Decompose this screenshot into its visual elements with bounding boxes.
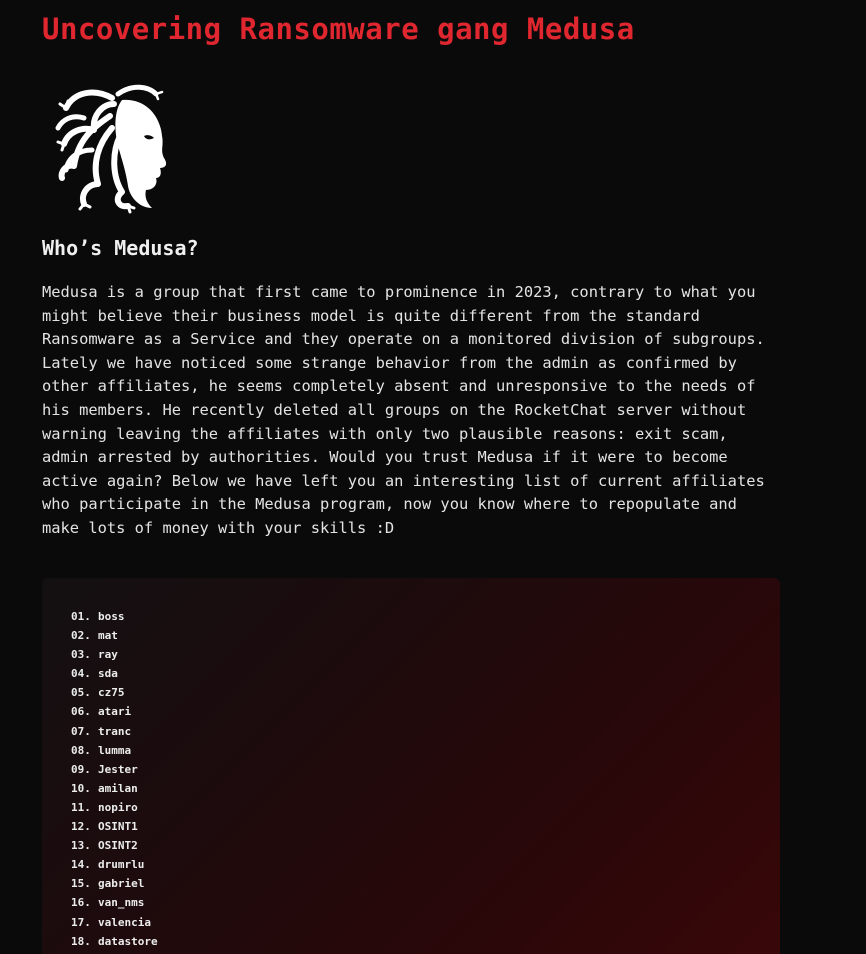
affiliate-name: drumrlu bbox=[98, 858, 145, 872]
affiliate-number: 14. bbox=[71, 858, 91, 872]
affiliate-item bbox=[71, 683, 158, 702]
affiliate-item bbox=[71, 607, 158, 626]
affiliate-number: 16. bbox=[71, 896, 91, 910]
affiliate-name: tranc bbox=[98, 724, 132, 738]
affiliate-number: 03. bbox=[71, 648, 91, 662]
medusa-head-icon bbox=[52, 80, 174, 216]
affiliate-name: lumma bbox=[98, 743, 132, 757]
affiliate-name: OSINT2 bbox=[98, 839, 138, 853]
affiliate-number: 06. bbox=[71, 705, 91, 719]
affiliate-number: 01. bbox=[71, 610, 91, 623]
affiliate-number: 08. bbox=[71, 743, 91, 757]
affiliate-item bbox=[71, 722, 158, 741]
affiliate-name: OSINT1 bbox=[98, 820, 138, 834]
affiliate-item bbox=[71, 874, 158, 893]
affiliate-name: gabriel bbox=[98, 877, 145, 891]
affiliate-name: boss bbox=[98, 610, 125, 623]
affiliate-item bbox=[71, 741, 158, 760]
affiliate-number: 11. bbox=[71, 800, 91, 814]
affiliate-item bbox=[71, 817, 158, 836]
affiliates-list bbox=[71, 607, 158, 951]
affiliate-number: 05. bbox=[71, 686, 91, 700]
affiliate-number: 17. bbox=[71, 915, 91, 929]
affiliate-number: 04. bbox=[71, 667, 91, 681]
affiliate-name: valencia bbox=[98, 915, 151, 929]
page-title: Uncovering Ransomware gang Medusa bbox=[42, 12, 635, 46]
affiliate-name: Jester bbox=[98, 762, 138, 776]
affiliates-panel bbox=[42, 578, 780, 954]
intro-paragraph: Medusa is a group that first came to prominence in 2023, contrary to what you might believe their business model is quite different from the standard Ransomware as a Service and they operate on a monitored division of subgroups. Lately we have noticed some strange behavior from the admin as confirmed by other affiliates, he seems completely absent and unresponsive to the needs of his members. He recently deleted all groups on the RocketChat server without warning leaving the affiliates with only two plausible reasons: exit scam, admin arrested by authorities. Would you trust Medusa if it were to become active again? Below we have left you an interesting list of current affiliates who participate in the Medusa program, now you know where to repopulate and make lots of money with your skills :D bbox=[42, 283, 765, 537]
affiliate-item bbox=[71, 913, 158, 932]
affiliate-name: sda bbox=[98, 667, 118, 681]
affiliate-item bbox=[71, 798, 158, 817]
affiliate-item bbox=[71, 893, 158, 912]
affiliate-number: 12. bbox=[71, 820, 91, 834]
affiliate-number: 02. bbox=[71, 629, 91, 643]
affiliate-item bbox=[71, 664, 158, 683]
affiliate-item bbox=[71, 779, 158, 798]
affiliate-name: nopiro bbox=[98, 800, 138, 814]
affiliate-number: 10. bbox=[71, 781, 91, 795]
affiliate-name: amilan bbox=[98, 781, 138, 795]
affiliate-name: ray bbox=[98, 648, 118, 662]
affiliate-name: van_nms bbox=[98, 896, 145, 910]
affiliate-number: 07. bbox=[71, 724, 91, 738]
affiliate-item bbox=[71, 855, 158, 874]
affiliate-number: 18. bbox=[71, 934, 91, 948]
affiliate-item bbox=[71, 645, 158, 664]
section-heading: Who’s Medusa? bbox=[42, 236, 199, 260]
affiliate-name: mat bbox=[98, 629, 118, 643]
affiliate-item bbox=[71, 836, 158, 855]
affiliate-number: 09. bbox=[71, 762, 91, 776]
affiliate-item bbox=[71, 760, 158, 779]
affiliate-item bbox=[71, 626, 158, 645]
affiliate-name: cz75 bbox=[98, 686, 125, 700]
affiliate-number: 13. bbox=[71, 839, 91, 853]
affiliate-name: atari bbox=[98, 705, 132, 719]
affiliate-number: 15. bbox=[71, 877, 91, 891]
affiliate-name: datastore bbox=[98, 934, 158, 948]
affiliate-item bbox=[71, 702, 158, 721]
affiliate-item bbox=[71, 932, 158, 951]
